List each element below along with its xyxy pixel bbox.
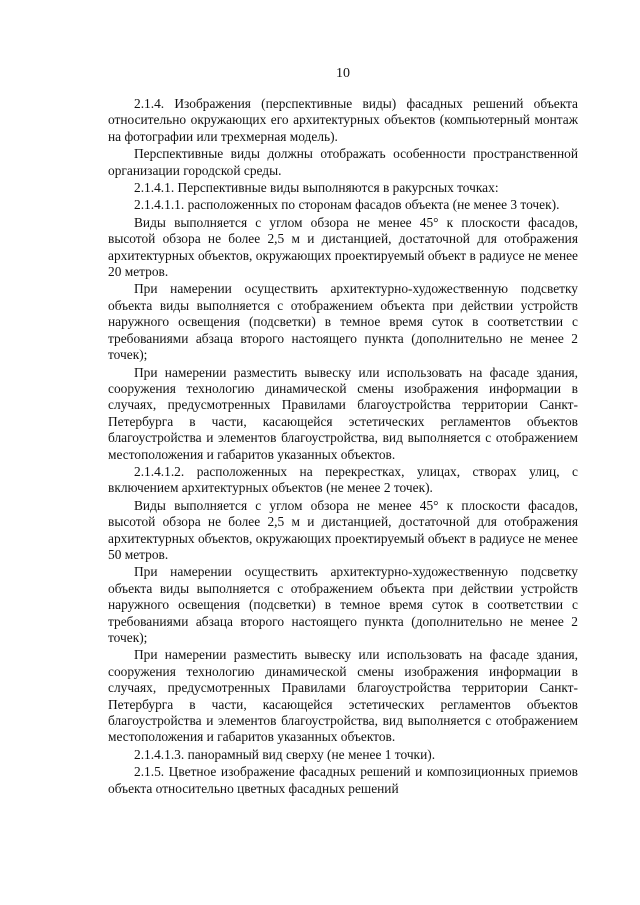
paragraph-signage-1: При намерении разместить вывеску или использовать на фасаде здания, сооружения технологию динамической смены изображения информации в случаях, предусмотренных Правилами благоустройства территории Санкт-Петербурга в части, касающейся эстетических регламентов объектов благоустройства и элементов благоустройства, вид выполняется с отображением местоположения и габаритов указанных объектов. bbox=[108, 364, 578, 462]
paragraph-view-angle-20m: Виды выполняется с углом обзора не менее 45° к плоскости фасадов, высотой обзора не более 2,5 м и дистанцией, достаточной для отображения архитектурных объектов, окружающих проектируемый объект в радиусе не менее 20 метров. bbox=[108, 214, 578, 280]
page-number: 10 bbox=[336, 66, 350, 81]
paragraph-lighting-2: При намерении осуществить архитектурно-художественную подсветку объекта виды выполняется с отображением объекта при действии устройств наружного освещения (подсветки) в темное время суток в соответствии с требованиями абзаца второго настоящего пункта (дополнительно не менее 2 точек); bbox=[108, 564, 578, 645]
paragraph-signage-2: При намерении разместить вывеску или использовать на фасаде здания, сооружения технологию динамической смены изображения информации в случаях, предусмотренных Правилами благоустройства территории Санкт-Петербурга в части, касающейся эстетических регламентов объектов благоустройства и элементов благоустройства, вид выполняется с отображением местоположения и габаритов указанных объектов. bbox=[108, 647, 578, 745]
paragraph-perspective-views: Перспективные виды должны отображать особенности пространственной организации городской среды. bbox=[108, 146, 578, 178]
paragraph-2-1-5: 2.1.5. Цветное изображение фасадных решений и композиционных приемов объекта относительно цветных фасадных решений bbox=[108, 764, 578, 796]
paragraph-lighting-1: При намерении осуществить архитектурно-художественную подсветку объекта виды выполняется с отображением объекта при действии устройств наружного освещения (подсветки) в темное время суток в соответствии с требованиями абзаца второго настоящего пункта (дополнительно не менее 2 точек); bbox=[108, 281, 578, 363]
paragraph-2-1-4-1-3: 2.1.4.1.3. панорамный вид сверху (не менее 1 точки). bbox=[134, 746, 436, 762]
paragraph-view-angle-50m: Виды выполняется с углом обзора не менее 45° к плоскости фасадов, высотой обзора не более 2,5 м и дистанцией, достаточной для отображения архитектурных объектов, окружающих проектируемый объект в радиусе не менее 50 метров. bbox=[108, 497, 578, 562]
paragraph-2-1-4-1-2: 2.1.4.1.2. расположенных на перекрестках, улицах, створах улиц, с включением архитектурных объектов (не менее 2 точек). bbox=[108, 463, 578, 496]
paragraph-2-1-4-1-1: 2.1.4.1.1. расположенных по сторонам фасадов объекта (не менее 3 точек). bbox=[134, 197, 560, 213]
paragraph-2-1-4: 2.1.4. Изображения (перспективные виды) фасадных решений объекта относительно окружающих его архитектурных объектов (компьютерный монтаж на фотографии или трехмерная модель). bbox=[108, 96, 578, 144]
paragraph-2-1-4-1: 2.1.4.1. Перспективные виды выполняются в ракурсных точках: bbox=[134, 180, 499, 196]
